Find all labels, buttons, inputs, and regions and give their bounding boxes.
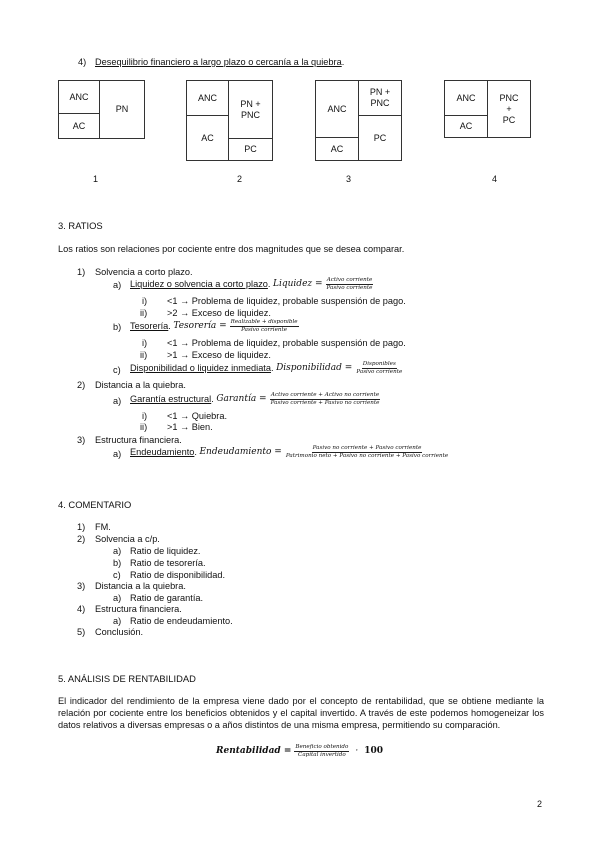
list-number: 5)	[77, 627, 86, 637]
list-roman: ii)	[140, 350, 148, 360]
list-item: Distancia a la quiebra.	[95, 380, 186, 390]
list-letter: b)	[113, 322, 122, 332]
ratio-endeudamiento: Endeudamiento . Endeudamiento = $\frac{\text{Pasivo no corriente + Pasivo corriente}}{\text{Patrimonio neto + Pasivo no corriente + Pasivo corriente}}$	[130, 445, 449, 459]
list-letter: a)	[113, 546, 122, 556]
diagram-cell: AC	[444, 115, 488, 138]
list-letter: c)	[113, 365, 121, 375]
diagram-cell: ANC	[315, 80, 359, 138]
diagram-cell: ANC	[58, 80, 100, 114]
rentabilidad-formula: Rentabilidad = $\frac{\text{Beneficio obtenido}}{\text{Capital invertido}}$ · 100	[216, 744, 384, 758]
ratio-disponibilidad: Disponibilidad o liquidez inmediata . Disponibilidad = $\frac{\text{Disponibles}}{\text{Pasivo corriente}}$	[130, 361, 403, 375]
list-number: 3)	[77, 581, 86, 591]
list-number: 2)	[77, 534, 86, 544]
list-item: >2 → Exceso de liquidez.	[167, 308, 271, 318]
section-heading: 4. COMENTARIO	[58, 499, 132, 510]
section-item-title: Desequilibrio financiero a largo plazo o cercanía a la quiebra.	[95, 57, 345, 67]
list-roman: i)	[142, 411, 148, 421]
list-item: <1 → Problema de liquidez, probable suspensión de pago.	[167, 338, 406, 348]
list-letter: c)	[113, 570, 121, 580]
list-letter: a)	[113, 396, 122, 406]
diagram-cell: AC	[315, 137, 359, 161]
diagram-cell: PN + PNC	[228, 80, 273, 139]
list-item: Ratio de liquidez.	[130, 546, 201, 556]
diagram-cell: ANC	[186, 80, 229, 116]
list-item: <1 → Quiebra.	[167, 411, 228, 421]
diagram-label: 1	[93, 174, 99, 184]
list-letter: a)	[113, 280, 122, 290]
list-letter: a)	[113, 449, 122, 459]
diagram-label: 2	[237, 174, 243, 184]
list-number: 4)	[78, 57, 87, 67]
list-roman: i)	[142, 296, 148, 306]
ratio-tesoreria: Tesorería . Tesorería = $\frac{\text{Realizable + disponible}}{\text{Pasivo corriente}}$	[130, 319, 298, 333]
list-roman: i)	[142, 338, 148, 348]
diagram-cell: PC	[228, 138, 273, 161]
paragraph: El indicador del rendimiento de la empresa viene dado por el concepto de rentabilidad, que se obtiene mediante la relación por cociente entre los beneficios obtenidos y el capital invertido. A través de este podemos homogeneizar los datos relativos a diversas empresas o a años distintos de una misma empresa, permitiendo su comparación.	[58, 696, 544, 731]
list-number: 3)	[77, 435, 86, 445]
list-number: 4)	[77, 604, 86, 614]
list-item: FM.	[95, 522, 111, 532]
ratio-liquidez: Liquidez o solvencia a corto plazo . Liquidez = $\frac{\text{Activo corriente}}{\text{Pasivo corriente}}$	[130, 277, 373, 291]
diagram-cell: AC	[186, 115, 229, 161]
list-number: 1)	[77, 522, 86, 532]
diagram-label: 4	[492, 174, 498, 184]
list-item: <1 → Problema de liquidez, probable suspensión de pago.	[167, 296, 406, 306]
diagram-label: 3	[346, 174, 352, 184]
list-item: Estructura financiera.	[95, 604, 182, 614]
diagram-cell: PN	[99, 80, 145, 139]
section-heading: 3. RATIOS	[58, 220, 103, 231]
list-item: >1 → Exceso de liquidez.	[167, 350, 271, 360]
list-letter: a)	[113, 593, 122, 603]
list-roman: ii)	[140, 308, 148, 318]
page-number: 2	[537, 799, 543, 809]
list-number: 1)	[77, 267, 86, 277]
list-letter: b)	[113, 558, 122, 568]
ratio-garantia: Garantía estructural . Garantía = $\frac{\text{Activo corriente + Activo no corriente}}{\text{Pasivo corriente + Pasivo no corriente}}$	[130, 392, 380, 406]
list-letter: a)	[113, 616, 122, 626]
diagram-cell: PC	[358, 115, 402, 161]
diagram-cell: ANC	[444, 80, 488, 116]
list-item: Ratio de endeudamiento.	[130, 616, 233, 626]
list-number: 2)	[77, 380, 86, 390]
list-item: Ratio de disponibilidad.	[130, 570, 226, 580]
list-item: Ratio de tesorería.	[130, 558, 206, 568]
list-item: Ratio de garantía.	[130, 593, 204, 603]
list-item: Solvencia a c/p.	[95, 534, 160, 544]
diagram-cell: PN + PNC	[358, 80, 402, 116]
list-item: Distancia a la quiebra.	[95, 581, 186, 591]
list-item: Conclusión.	[95, 627, 144, 637]
section-heading: 5. ANÁLISIS DE RENTABILIDAD	[58, 673, 196, 684]
list-item: Estructura financiera.	[95, 435, 182, 445]
diagram-cell: AC	[58, 113, 100, 139]
list-item: Solvencia a corto plazo.	[95, 267, 193, 277]
paragraph: Los ratios son relaciones por cociente entre dos magnitudes que se desea comparar.	[58, 244, 405, 254]
diagram-cell: PNC + PC	[487, 80, 531, 138]
list-roman: ii)	[140, 422, 148, 432]
list-item: >1 → Bien.	[167, 422, 213, 432]
